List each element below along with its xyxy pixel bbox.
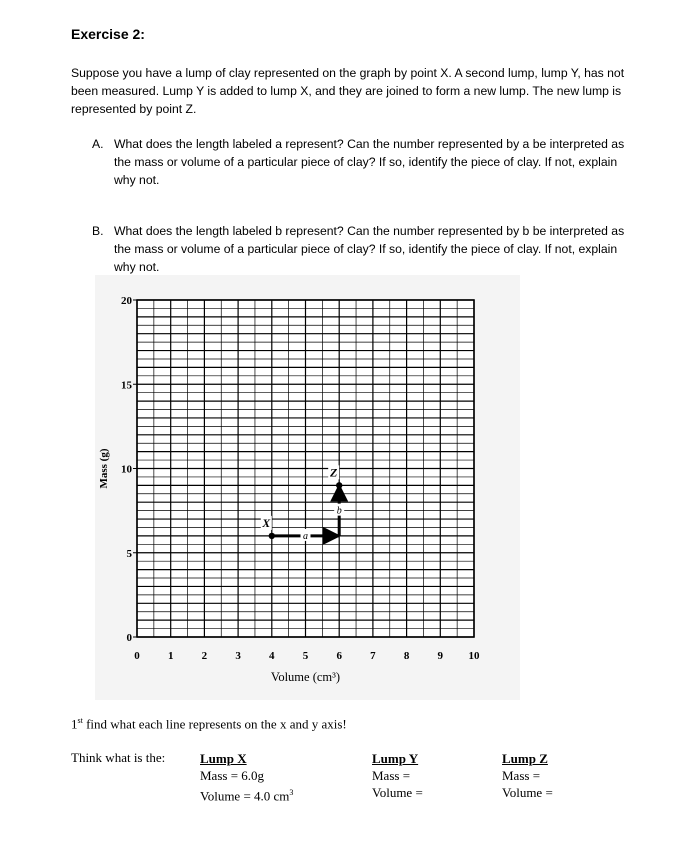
x-tick-label: 9 (437, 650, 444, 662)
question-a (92, 135, 632, 189)
question-a-label: A. (92, 137, 104, 151)
x-tick-label: 4 (269, 650, 275, 662)
question-b (92, 222, 632, 276)
lump-z-heading: Lump Z (502, 751, 548, 766)
lump-y-mass: Mass = (372, 768, 411, 783)
y-tick-label: 10 (121, 463, 132, 476)
x-tick-label: 5 (302, 650, 309, 662)
x-tick-label: 2 (201, 650, 208, 662)
point-x-dot (269, 533, 275, 539)
x-tick-label: 7 (370, 650, 376, 662)
point-z-dot (336, 482, 342, 488)
question-a-text: What does the length labeled a represent? Can the number represented by a be interpreted as the mass or volume of a particular piece of clay? If so, identify the piece of clay. If not, explain why not. (114, 137, 625, 187)
exercise-title: Exercise 2: (71, 26, 145, 42)
x-tick-label: 6 (336, 650, 342, 662)
x-tick-label: 10 (468, 650, 480, 662)
question-b-text: What does the length labeled b represent? Can the number represented by b be interpreted as the mass or volume of a particular piece of clay? If so, identify the piece of clay. If not, explain why not. (114, 224, 625, 274)
grid (137, 300, 474, 637)
lump-x-block (200, 750, 293, 804)
lump-y-block (372, 750, 423, 801)
y-tick-label: 15 (121, 379, 132, 392)
question-b-label: B. (92, 224, 104, 238)
x-tick-label: 0 (134, 650, 140, 662)
point-z-label: Z (330, 465, 338, 480)
hint-superscript: st (77, 716, 83, 725)
x-tick-label: 3 (235, 650, 241, 662)
think-label: Think what is the: (71, 750, 166, 765)
x-tick-label: 8 (403, 650, 410, 662)
lump-x-heading: Lump X (200, 751, 247, 766)
hint-prefix: 1 (71, 716, 78, 732)
intro-paragraph: Suppose you have a lump of clay represented on the graph by point X. A second lump, lump Y, has not been measured. Lump Y is added to lump X, and they are joined to form a new lump. The new lump is represented by point Z. (71, 66, 625, 116)
segment-a-label: a (303, 530, 308, 542)
lump-y-heading: Lump Y (372, 751, 419, 766)
lump-z-block (502, 750, 553, 801)
lump-x-volume-text: Volume = 4.0 cm (200, 788, 290, 804)
lump-y-volume: Volume = (372, 785, 423, 800)
lump-x-mass: Mass = 6.0g (200, 768, 265, 783)
y-tick-label: 20 (121, 295, 132, 307)
x-axis-label: Volume (cm³) (270, 670, 341, 684)
x-tick-label: 1 (167, 650, 174, 662)
y-axis-label: Mass (g) (98, 448, 110, 489)
hint-text (71, 716, 347, 732)
lump-z-mass: Mass = (502, 768, 541, 783)
segment-b-label: b (336, 505, 342, 517)
mass-volume-graph (95, 275, 520, 700)
hint-rest: find what each line represents on the x and y axis! (82, 716, 347, 732)
lump-x-volume-sup: 3 (289, 788, 294, 797)
lump-x-volume (200, 784, 293, 804)
y-tick-label: 5 (126, 547, 132, 560)
y-tick-label: 0 (126, 632, 132, 644)
point-x-label: X (262, 515, 271, 530)
lump-z-volume: Volume = (502, 785, 553, 800)
